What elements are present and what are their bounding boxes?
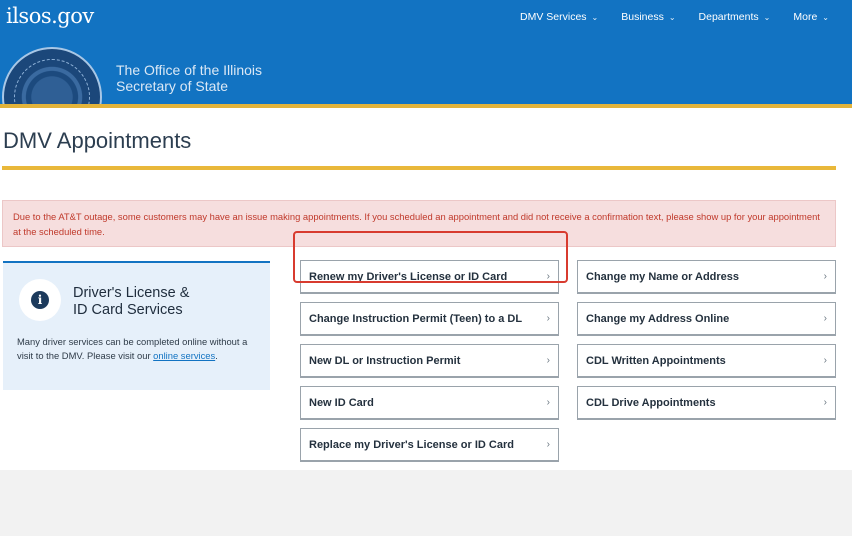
cdl-drive-button[interactable] bbox=[577, 386, 836, 420]
page-title: DMV Appointments bbox=[3, 128, 192, 153]
chevron-right-icon: › bbox=[546, 439, 550, 450]
nav-more[interactable] bbox=[793, 11, 829, 23]
nav-label: Departments bbox=[698, 11, 759, 23]
button-label: Replace my Driver's License or ID Card bbox=[309, 438, 514, 451]
chevron-right-icon: › bbox=[546, 397, 550, 408]
info-card-title bbox=[73, 285, 189, 319]
new-id-card-button[interactable] bbox=[300, 386, 559, 420]
info-card-text-end: . bbox=[215, 350, 218, 361]
info-card-title-line-1: Driver's License & bbox=[73, 285, 190, 301]
nav-business[interactable] bbox=[621, 11, 675, 23]
info-card-text: Many driver services can be completed online without a visit to the DMV. Please visit our bbox=[17, 336, 248, 361]
site-logo[interactable]: ilsos.gov bbox=[6, 4, 94, 28]
info-card bbox=[3, 261, 270, 390]
button-label: CDL Drive Appointments bbox=[586, 396, 716, 409]
office-title bbox=[116, 62, 262, 94]
chevron-right-icon: › bbox=[823, 355, 827, 366]
info-card-body bbox=[17, 335, 262, 363]
change-address-online-button[interactable] bbox=[577, 302, 836, 336]
new-dl-permit-button[interactable] bbox=[300, 344, 559, 378]
info-icon: i bbox=[19, 279, 61, 321]
button-label: Change my Address Online bbox=[586, 312, 730, 325]
chevron-down-icon: ⌄ bbox=[822, 12, 829, 22]
button-label: Renew my Driver's License or ID Card bbox=[309, 270, 508, 283]
chevron-down-icon: ⌄ bbox=[591, 12, 599, 22]
main-content bbox=[0, 108, 852, 470]
button-label: CDL Written Appointments bbox=[586, 354, 726, 367]
button-label: Change Instruction Permit (Teen) to a DL bbox=[309, 312, 523, 325]
chevron-right-icon: › bbox=[546, 271, 550, 282]
chevron-right-icon: › bbox=[823, 313, 827, 324]
online-services-link[interactable]: online services bbox=[153, 350, 216, 361]
change-permit-button[interactable] bbox=[300, 302, 559, 336]
change-name-address-button[interactable] bbox=[577, 260, 836, 294]
chevron-down-icon: ⌄ bbox=[763, 12, 771, 22]
nav-dmv-services[interactable] bbox=[520, 11, 598, 23]
chevron-right-icon: › bbox=[823, 271, 827, 282]
office-line-2: Secretary of State bbox=[116, 78, 229, 94]
nav-departments[interactable] bbox=[699, 11, 771, 23]
site-header bbox=[0, 0, 852, 108]
chevron-right-icon: › bbox=[546, 313, 550, 324]
cdl-written-button[interactable] bbox=[577, 344, 836, 378]
nav-label: Business bbox=[621, 11, 664, 23]
button-label: New ID Card bbox=[309, 396, 374, 409]
button-label: Change my Name or Address bbox=[586, 270, 740, 283]
info-card-title-line-2: ID Card Services bbox=[73, 302, 183, 318]
button-label: New DL or Instruction Permit bbox=[309, 354, 461, 367]
chevron-right-icon: › bbox=[823, 397, 827, 408]
title-divider bbox=[2, 166, 836, 170]
main-nav bbox=[520, 11, 852, 23]
nav-label: DMV Services bbox=[520, 11, 587, 23]
nav-label: More bbox=[793, 11, 818, 23]
chevron-down-icon: ⌄ bbox=[668, 12, 676, 22]
chevron-right-icon: › bbox=[546, 355, 550, 366]
outage-alert: Due to the AT&T outage, some customers may have an issue making appointments. If you scheduled an appointment and did not receive a confirmation text, please show up for your appointment at the scheduled time. bbox=[2, 200, 836, 247]
office-line-1: The Office of the Illinois bbox=[116, 62, 263, 78]
selection-highlight bbox=[293, 231, 568, 283]
replace-license-button[interactable] bbox=[300, 428, 559, 462]
